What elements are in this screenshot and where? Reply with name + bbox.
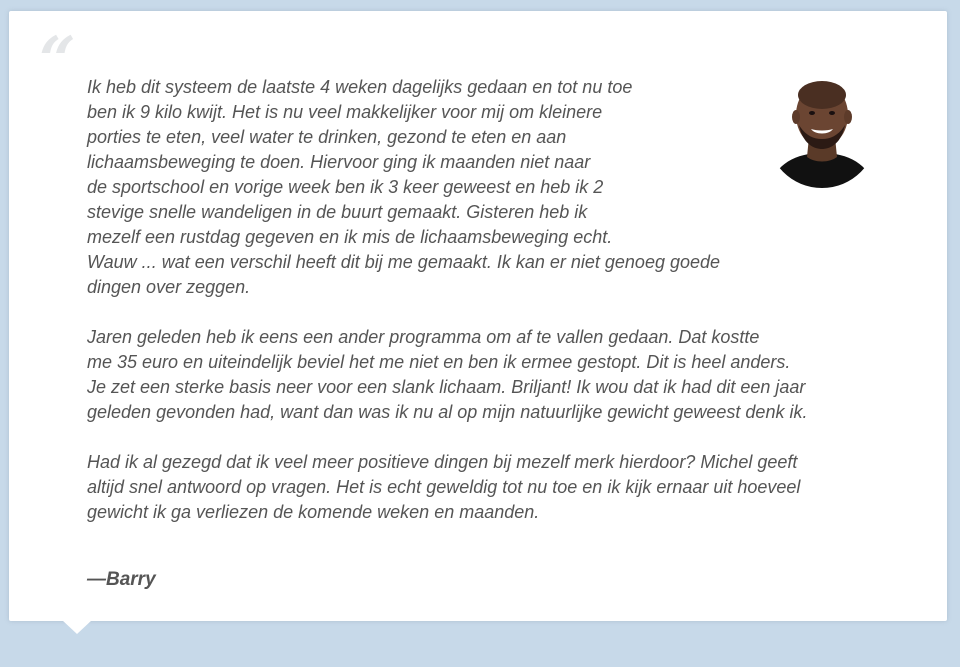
testimonial-line: altijd snel antwoord op vragen. Het is echt geweldig tot nu toe en ik kijk ernaar uit hoeveel: [87, 477, 801, 497]
testimonial-line: porties te eten, veel water te drinken, gezond te eten en aan: [87, 127, 567, 147]
quote-icon: “: [39, 23, 76, 98]
testimonial-line: Had ik al gezegd dat ik veel meer positieve dingen bij mezelf merk hierdoor? Michel geeft: [87, 452, 798, 472]
testimonial-line: lichaamsbeweging te doen. Hiervoor ging ik maanden niet naar: [87, 152, 591, 172]
speech-bubble-tail: [62, 620, 92, 634]
testimonial-paragraph: [87, 325, 957, 425]
testimonial-line: gewicht ik ga verliezen de komende weken en maanden.: [87, 502, 540, 522]
testimonial-paragraph: [87, 450, 957, 525]
testimonial-line: ben ik 9 kilo kwijt. Het is nu veel makkelijker voor mij om kleinere: [87, 102, 603, 122]
testimonial-line: geleden gevonden had, want dan was ik nu al op mijn natuurlijke gewicht geweest denk ik.: [87, 402, 808, 422]
testimonial-line: Ik heb dit systeem de laatste 4 weken dagelijks gedaan en tot nu toe: [87, 77, 633, 97]
testimonial-line: Je zet een sterke basis neer voor een slank lichaam. Briljant! Ik wou dat ik had dit een jaar: [87, 377, 806, 397]
testimonial-line: Jaren geleden heb ik eens een ander programma om af te vallen gedaan. Dat kostte: [87, 327, 760, 347]
avatar: [767, 73, 877, 191]
testimonial-card: [9, 11, 947, 621]
testimonial-line: stevige snelle wandeligen in de buurt gemaakt. Gisteren heb ik: [87, 202, 588, 222]
testimonial-line: mezelf een rustdag gegeven en ik mis de lichaamsbeweging echt.: [87, 227, 613, 247]
testimonial-line: me 35 euro en uiteindelijk beviel het me niet en ben ik ermee gestopt. Dit is heel anders.: [87, 352, 791, 372]
testimonial-line: Wauw ... wat een verschil heeft dit bij me gemaakt. Ik kan er niet genoeg goede: [87, 252, 721, 272]
testimonial-line: dingen over zeggen.: [87, 277, 251, 297]
testimonial-line: de sportschool en vorige week ben ik 3 keer geweest en heb ik 2: [87, 177, 604, 197]
author-name: —Barry: [87, 569, 156, 590]
